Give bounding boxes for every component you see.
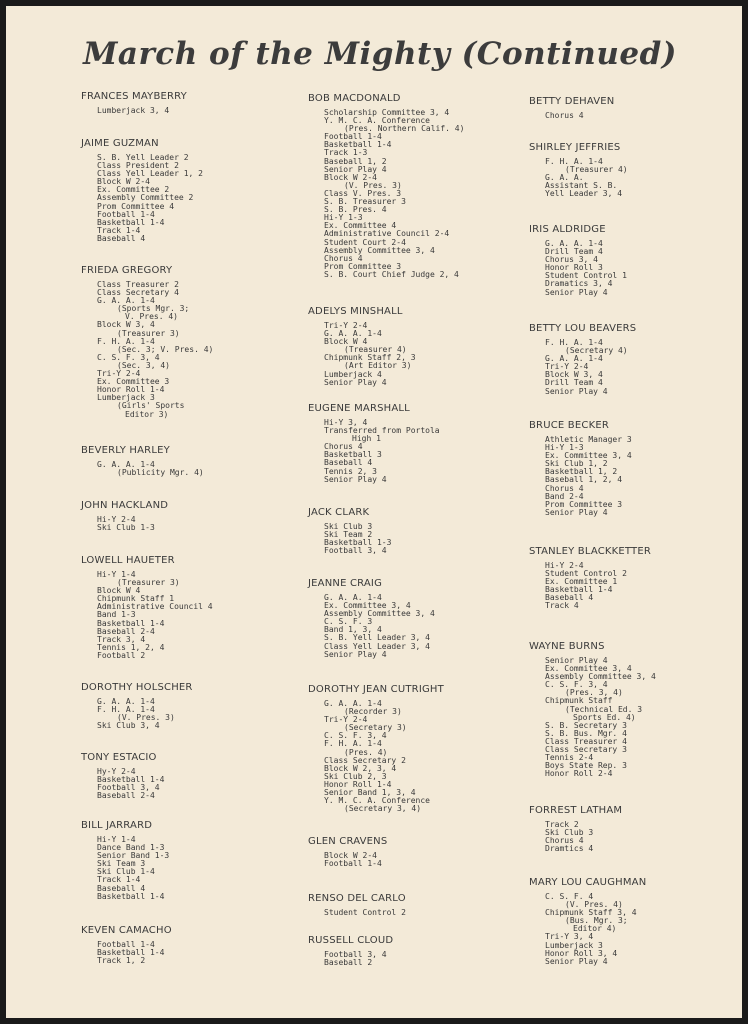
activity-item: (Publicity Mgr. 4) bbox=[117, 468, 204, 478]
activity-item: C. S. F. 4 bbox=[545, 892, 594, 901]
activity-list bbox=[545, 893, 742, 966]
activity-item: C. S. F. 3 bbox=[324, 617, 373, 627]
activity-item: Senior Play 4 bbox=[545, 956, 608, 966]
activity-list bbox=[97, 698, 296, 730]
activity-list bbox=[545, 240, 742, 297]
activity-item: G. A. A. 1-4 bbox=[324, 699, 382, 708]
activity-item: Hi-Y 1-4 bbox=[97, 570, 136, 579]
activity-item: Class V. Pres. 3 bbox=[324, 188, 402, 198]
activity-item: S. B. Secretary 3 bbox=[545, 720, 627, 730]
activity-list bbox=[97, 941, 296, 965]
activity-item: Football 3, 4 bbox=[97, 783, 160, 793]
activity-list bbox=[97, 768, 296, 800]
student-entry bbox=[81, 500, 296, 532]
activity-item: (V. Pres. 3) bbox=[344, 180, 402, 190]
activity-item: Student Control 1 bbox=[545, 271, 627, 281]
student-entry bbox=[81, 91, 296, 115]
activity-item: Block W 4 bbox=[97, 586, 141, 596]
activity-item: Class Treasurer 4 bbox=[545, 736, 627, 746]
student-name: DOROTHY HOLSCHER bbox=[81, 682, 193, 693]
activity-item: Chorus 4 bbox=[324, 442, 363, 452]
activity-item: Student Control 2 bbox=[324, 908, 406, 917]
activity-item: Football 3, 4 bbox=[324, 546, 387, 556]
activity-item: Basketball 1-4 bbox=[324, 140, 392, 150]
activity-item: Tennis 2, 3 bbox=[324, 466, 377, 476]
activity-item: Hi-Y 1-4 bbox=[97, 835, 136, 844]
activity-item: Student Control 2 bbox=[545, 569, 627, 579]
activity-item: Chorus 3, 4 bbox=[545, 255, 598, 265]
activity-item: Block W 2-4 bbox=[97, 177, 150, 187]
activity-item: Lumberjack 3 bbox=[97, 393, 155, 403]
student-entry bbox=[529, 96, 742, 120]
activity-item: Tri-Y 3, 4 bbox=[545, 932, 594, 942]
activity-item: Class Yell Leader 3, 4 bbox=[324, 641, 430, 651]
activity-item: Scholarship Committee 3, 4 bbox=[324, 108, 450, 117]
activity-item: S. B. Bus. Mgr. 4 bbox=[545, 728, 627, 738]
activity-item: Hy-Y 2-4 bbox=[97, 767, 136, 776]
activity-item: G. A. A. 1-4 bbox=[97, 460, 155, 469]
student-name: BETTY LOU BEAVERS bbox=[529, 323, 637, 334]
activity-item: Band 2-4 bbox=[545, 491, 584, 501]
activity-item: Basketball 1-4 bbox=[545, 585, 613, 595]
student-name: BOB MACDONALD bbox=[308, 93, 401, 104]
activity-item: Block W 3, 4 bbox=[545, 370, 603, 380]
activity-item: (Treasurer 3) bbox=[117, 578, 180, 588]
activity-list bbox=[545, 158, 742, 198]
student-name: IRIS ALDRIDGE bbox=[529, 224, 606, 235]
activity-list bbox=[97, 107, 296, 115]
activity-item: S. B. Pres. 4 bbox=[324, 205, 387, 215]
student-entry bbox=[81, 265, 296, 419]
activity-item: Class Secretary 2 bbox=[324, 755, 406, 765]
activity-list bbox=[324, 700, 523, 813]
student-entry bbox=[308, 836, 523, 868]
activity-item: Track 2 bbox=[545, 820, 579, 829]
activity-item: Boys State Rep. 3 bbox=[545, 761, 627, 771]
activity-item: (Pres. 4) bbox=[344, 747, 388, 757]
student-name: BETTY DEHAVEN bbox=[529, 96, 615, 107]
student-entry bbox=[308, 935, 523, 967]
activity-item: Prom Committee 3 bbox=[324, 261, 402, 271]
activity-item: Baseball 1, 2, 4 bbox=[545, 475, 623, 485]
activity-item: Hi-Y 2-4 bbox=[545, 561, 584, 570]
student-name: JAIME GUZMAN bbox=[81, 138, 159, 149]
activity-item: (Pres. 3, 4) bbox=[565, 688, 623, 698]
student-name: JOHN HACKLAND bbox=[81, 500, 169, 511]
activity-item: Dramatics 3, 4 bbox=[545, 279, 613, 289]
student-entry bbox=[529, 142, 742, 198]
activity-item: Chipmunk Staff 3, 4 bbox=[545, 908, 637, 918]
student-name: ADELYS MINSHALL bbox=[308, 306, 403, 317]
activity-list bbox=[545, 339, 742, 396]
student-entry bbox=[308, 403, 523, 484]
activity-item: Editor 3) bbox=[125, 409, 169, 419]
activity-item: Football 2 bbox=[97, 650, 146, 660]
activity-item: Football 1-4 bbox=[97, 209, 155, 219]
activity-item: Hi-Y 1-3 bbox=[324, 213, 363, 223]
activity-item: S. B. Court Chief Judge 2, 4 bbox=[324, 269, 459, 279]
activity-item: Block W 2-4 bbox=[324, 172, 377, 182]
activity-item: Dance Band 1-3 bbox=[97, 843, 165, 853]
activity-item: Senior Play 4 bbox=[545, 287, 608, 297]
student-entry bbox=[529, 546, 742, 611]
student-name: KEVEN CAMACHO bbox=[81, 925, 172, 936]
activity-item: Football 3, 4 bbox=[324, 950, 387, 959]
student-entry bbox=[81, 820, 296, 901]
activity-list bbox=[545, 657, 742, 778]
activity-item: C. S. F. 3, 4 bbox=[545, 680, 608, 690]
student-entry bbox=[529, 420, 742, 517]
activity-item: Tri-Y 2-4 bbox=[97, 369, 141, 379]
student-entry bbox=[81, 445, 296, 477]
activity-item: (Secretary 4) bbox=[565, 346, 628, 356]
activity-item: (Technical Ed. 3 bbox=[565, 704, 643, 714]
activity-item: Basketball 1-3 bbox=[324, 538, 392, 548]
activity-item: C. S. F. 3, 4 bbox=[97, 352, 160, 362]
activity-list bbox=[97, 516, 296, 532]
student-entry bbox=[529, 641, 742, 778]
activity-item: Honor Roll 1-4 bbox=[324, 779, 392, 789]
student-name: WAYNE BURNS bbox=[529, 641, 605, 652]
activity-item: Tri-Y 2-4 bbox=[324, 321, 368, 330]
activity-item: Ex. Committee 1 bbox=[545, 577, 618, 587]
student-name: FORREST LATHAM bbox=[529, 805, 623, 816]
activity-item: G. A. A. 1-4 bbox=[545, 354, 603, 364]
student-name: GLEN CRAVENS bbox=[308, 836, 388, 847]
activity-item: Assembly Committee 3, 4 bbox=[545, 672, 656, 682]
activity-item: G. A. A. 1-4 bbox=[324, 593, 382, 602]
activity-item: Prom Committee 4 bbox=[97, 201, 175, 211]
activity-item: Class Yell Leader 1, 2 bbox=[97, 169, 203, 179]
activity-item: Honor Roll 2-4 bbox=[545, 769, 613, 779]
activity-item: Track 1-4 bbox=[97, 875, 141, 885]
activity-item: Band 1, 3, 4 bbox=[324, 625, 382, 635]
student-entry bbox=[308, 684, 523, 813]
activity-item: Ski Club 3 bbox=[545, 828, 594, 838]
activity-item: Chorus 4 bbox=[545, 836, 584, 846]
activity-item: Track 3, 4 bbox=[97, 634, 146, 644]
activity-item: Chorus 4 bbox=[324, 253, 363, 263]
student-name: SHIRLEY JEFFRIES bbox=[529, 142, 621, 153]
student-entry bbox=[529, 224, 742, 297]
student-name: BRUCE BECKER bbox=[529, 420, 609, 431]
student-entry bbox=[308, 93, 523, 279]
activity-item: C. S. F. 3, 4 bbox=[324, 731, 387, 741]
activity-item: Ex. Committee 2 bbox=[97, 185, 170, 195]
activity-item: Block W 2-4 bbox=[324, 851, 377, 860]
activity-item: Ex. Committee 3, 4 bbox=[324, 601, 411, 611]
activity-item: Ski Club 3 bbox=[324, 522, 373, 531]
activity-list bbox=[545, 562, 742, 611]
activity-item: High 1 bbox=[352, 434, 381, 444]
activity-item: (Treasurer 3) bbox=[117, 328, 180, 338]
activity-list bbox=[97, 461, 296, 477]
activity-list bbox=[545, 112, 742, 120]
student-name: BEVERLY HARLEY bbox=[81, 445, 170, 456]
activity-item: Assembly Committee 2 bbox=[97, 193, 194, 203]
activity-item: Chorus 4 bbox=[545, 111, 584, 120]
student-name: BILL JARRARD bbox=[81, 820, 153, 831]
activity-list bbox=[324, 951, 523, 967]
activity-item: (V. Pres. 3) bbox=[117, 713, 175, 723]
activity-item: Baseball 1, 2 bbox=[324, 156, 387, 166]
student-name: JEANNE CRAIG bbox=[308, 578, 383, 589]
activity-item: Honor Roll 1-4 bbox=[97, 385, 165, 395]
activity-item: Block W 4 bbox=[324, 337, 368, 347]
activity-item: G. A. A. bbox=[545, 173, 584, 183]
activity-item: (Sports Mgr. 3; bbox=[117, 304, 190, 314]
activity-item: Football 1-4 bbox=[97, 940, 155, 949]
activity-item: Senior Band 1-3 bbox=[97, 851, 170, 861]
student-name: DOROTHY JEAN CUTRIGHT bbox=[308, 684, 444, 695]
activity-item: (Sec. 3, 4) bbox=[117, 360, 170, 370]
activity-item: G. A. A. 1-4 bbox=[324, 329, 382, 339]
activity-item: (Pres. Northern Calif. 4) bbox=[344, 124, 465, 134]
activity-item: Student Court 2-4 bbox=[324, 237, 406, 247]
activity-item: (Treasurer 4) bbox=[344, 345, 407, 355]
activity-list bbox=[324, 322, 523, 387]
activity-item: Y. M. C. A. Conference bbox=[324, 796, 430, 806]
student-entry bbox=[81, 925, 296, 965]
activity-list bbox=[324, 594, 523, 659]
activity-item: Track 1, 2 bbox=[97, 956, 146, 966]
activity-item: Football 1-4 bbox=[324, 859, 382, 869]
activity-item: Administrative Council 2-4 bbox=[324, 229, 450, 239]
activity-item: Sports Ed. 4) bbox=[573, 712, 636, 722]
activity-item: Track 1-4 bbox=[97, 225, 141, 235]
activity-list bbox=[324, 852, 523, 868]
student-entry bbox=[81, 555, 296, 660]
activity-list bbox=[545, 436, 742, 517]
activity-item: (Art Editor 3) bbox=[344, 361, 412, 371]
activity-item: Editor 4) bbox=[573, 924, 617, 934]
activity-item: Drill Team 4 bbox=[545, 378, 603, 388]
activity-item: Dramtics 4 bbox=[545, 844, 594, 854]
activity-item: F. H. A. 1-4 bbox=[97, 705, 155, 715]
student-entry bbox=[308, 578, 523, 659]
activity-item: Basketball 3 bbox=[324, 450, 382, 460]
activity-item: Ski Club 2, 3 bbox=[324, 771, 387, 781]
activity-item: Ski Team 3 bbox=[97, 859, 146, 869]
activity-item: Lumberjack 4 bbox=[324, 369, 382, 379]
activity-item: Honor Roll 3 bbox=[545, 263, 603, 273]
activity-list bbox=[97, 571, 296, 660]
activity-item: Senior Band 1, 3, 4 bbox=[324, 788, 416, 798]
student-name: EUGENE MARSHALL bbox=[308, 403, 410, 414]
activity-item: F. H. A. 1-4 bbox=[97, 336, 155, 346]
student-name: MARY LOU CAUGHMAN bbox=[529, 877, 647, 888]
page-title: March of the Mighty (Continued) bbox=[83, 36, 677, 72]
activity-item: S. B. Yell Leader 3, 4 bbox=[324, 633, 430, 643]
activity-item: Basketball 1-4 bbox=[97, 217, 165, 227]
activity-item: Class Secretary 4 bbox=[97, 288, 179, 298]
activity-item: Athletic Manager 3 bbox=[545, 435, 632, 444]
activity-item: Tennis 2-4 bbox=[545, 753, 594, 763]
activity-item: F. H. A. 1-4 bbox=[545, 157, 603, 166]
activity-item: Baseball 2 bbox=[324, 958, 373, 968]
activity-item: Basketball 1-4 bbox=[97, 948, 165, 958]
activity-list bbox=[324, 909, 523, 917]
activity-item: Football 1-4 bbox=[324, 132, 382, 142]
activity-item: Chipmunk Staff bbox=[545, 696, 613, 706]
activity-item: Senior Play 4 bbox=[324, 474, 387, 484]
student-name: STANLEY BLACKKETTER bbox=[529, 546, 652, 557]
student-name: RUSSELL CLOUD bbox=[308, 935, 394, 946]
activity-list bbox=[545, 821, 742, 853]
activity-item: Administrative Council 4 bbox=[97, 602, 213, 612]
activity-item: (Treasurer 4) bbox=[565, 165, 628, 175]
activity-item: G. A. A. 1-4 bbox=[97, 296, 155, 306]
activity-item: Senior Play 4 bbox=[545, 656, 608, 665]
student-entry bbox=[81, 138, 296, 243]
activity-item: Lumberjack 3, 4 bbox=[97, 106, 170, 115]
activity-item: Baseball 4 bbox=[97, 233, 146, 243]
activity-list bbox=[324, 419, 523, 484]
activity-item: Ski Club 1-3 bbox=[97, 523, 155, 533]
activity-item: Class Treasurer 2 bbox=[97, 280, 179, 289]
activity-item: Basketball 1-4 bbox=[97, 775, 165, 785]
activity-list bbox=[97, 836, 296, 901]
activity-item: Baseball 2-4 bbox=[97, 626, 155, 636]
activity-item: G. A. A. 1-4 bbox=[97, 697, 155, 706]
activity-item: Chipmunk Staff 1 bbox=[97, 594, 175, 604]
activity-item: Block W 2, 3, 4 bbox=[324, 763, 397, 773]
activity-item: F. H. A. 1-4 bbox=[324, 739, 382, 749]
activity-item: Ski Club 3, 4 bbox=[97, 721, 160, 731]
activity-item: Track 1-3 bbox=[324, 148, 368, 158]
activity-item: Ski Club 1, 2 bbox=[545, 459, 608, 469]
activity-item: Senior Play 4 bbox=[324, 164, 387, 174]
activity-item: Tri-Y 2-4 bbox=[545, 362, 589, 372]
activity-item: Honor Roll 3, 4 bbox=[545, 948, 618, 958]
activity-item: Assembly Committee 3, 4 bbox=[324, 245, 435, 255]
student-entry bbox=[529, 805, 742, 853]
activity-item: Ex. Committee 3 bbox=[97, 377, 170, 387]
activity-item: Baseball 4 bbox=[324, 458, 373, 468]
activity-item: Ex. Committee 3, 4 bbox=[545, 451, 632, 461]
student-name: LOWELL HAUETER bbox=[81, 555, 175, 566]
activity-list bbox=[324, 523, 523, 555]
activity-item: Drill Team 4 bbox=[545, 247, 603, 257]
student-entry bbox=[529, 877, 742, 966]
activity-item: F. H. A. 1-4 bbox=[545, 338, 603, 347]
student-entry bbox=[529, 323, 742, 396]
activity-item: Ex. Committee 4 bbox=[324, 221, 397, 231]
activity-item: (Recorder 3) bbox=[344, 707, 402, 717]
student-name: TONY ESTACIO bbox=[81, 752, 157, 763]
activity-item: Y. M. C. A. Conference bbox=[324, 116, 430, 126]
activity-item: Hi-Y 1-3 bbox=[545, 443, 584, 453]
activity-item: Tennis 1, 2, 4 bbox=[97, 642, 165, 652]
activity-item: Yell Leader 3, 4 bbox=[545, 189, 623, 199]
student-entry bbox=[81, 752, 296, 800]
activity-item: Baseball 4 bbox=[545, 593, 594, 603]
student-entry bbox=[308, 893, 523, 917]
activity-list bbox=[97, 281, 296, 419]
activity-item: Class Secretary 3 bbox=[545, 745, 627, 755]
activity-item: Hi-Y 2-4 bbox=[97, 515, 136, 524]
activity-item: (Sec. 3; V. Pres. 4) bbox=[117, 344, 214, 354]
activity-item: V. Pres. 4) bbox=[125, 312, 178, 322]
activity-item: (Girls' Sports bbox=[117, 401, 185, 411]
activity-list bbox=[97, 154, 296, 243]
activity-item: Tri-Y 2-4 bbox=[324, 715, 368, 725]
activity-item: Senior Play 4 bbox=[545, 507, 608, 517]
student-entry bbox=[81, 682, 296, 730]
activity-item: (Secretary 3, 4) bbox=[344, 804, 422, 814]
activity-item: Ski Club 1-4 bbox=[97, 867, 155, 877]
activity-item: Chipmunk Staff 2, 3 bbox=[324, 353, 416, 363]
activity-list bbox=[324, 109, 523, 279]
activity-item: S. B. Treasurer 3 bbox=[324, 197, 406, 207]
activity-item: Track 4 bbox=[545, 601, 579, 611]
activity-item: Chorus 4 bbox=[545, 483, 584, 493]
activity-item: Hi-Y 3, 4 bbox=[324, 418, 368, 427]
activity-item: Ex. Committee 3, 4 bbox=[545, 664, 632, 674]
student-name: JACK CLARK bbox=[308, 507, 370, 518]
activity-item: Senior Play 4 bbox=[545, 386, 608, 396]
activity-item: Block W 3, 4 bbox=[97, 320, 155, 330]
activity-item: Baseball 4 bbox=[97, 883, 146, 893]
activity-item: Basketball 1-4 bbox=[97, 891, 165, 901]
student-entry bbox=[308, 507, 523, 555]
student-name: RENSO DEL CARLO bbox=[308, 893, 406, 904]
activity-item: Ski Team 2 bbox=[324, 530, 373, 540]
student-name: FRIEDA GREGORY bbox=[81, 265, 173, 276]
activity-item: Prom Committee 3 bbox=[545, 499, 623, 509]
activity-item: Basketball 1-4 bbox=[97, 618, 165, 628]
activity-item: Lumberjack 3 bbox=[545, 940, 603, 950]
activity-item: (V. Pres. 4) bbox=[565, 900, 623, 910]
student-name: FRANCES MAYBERRY bbox=[81, 91, 187, 102]
activity-item: Band 1-3 bbox=[97, 610, 136, 620]
activity-item: Senior Play 4 bbox=[324, 377, 387, 387]
activity-item: (Bus. Mgr. 3; bbox=[565, 916, 628, 926]
student-entry bbox=[308, 306, 523, 387]
activity-item: Assembly Committee 3, 4 bbox=[324, 609, 435, 619]
activity-item: Assistant S. B. bbox=[545, 181, 618, 191]
yearbook-page bbox=[6, 6, 742, 1018]
activity-item: S. B. Yell Leader 2 bbox=[97, 153, 189, 162]
activity-item: Class President 2 bbox=[97, 161, 179, 171]
activity-item: Baseball 2-4 bbox=[97, 791, 155, 801]
activity-item: (Secretary 3) bbox=[344, 723, 407, 733]
activity-item: Senior Play 4 bbox=[324, 649, 387, 659]
activity-item: G. A. A. 1-4 bbox=[545, 239, 603, 248]
activity-item: Transferred from Portola bbox=[324, 426, 440, 436]
activity-item: Basketball 1, 2 bbox=[545, 467, 618, 477]
